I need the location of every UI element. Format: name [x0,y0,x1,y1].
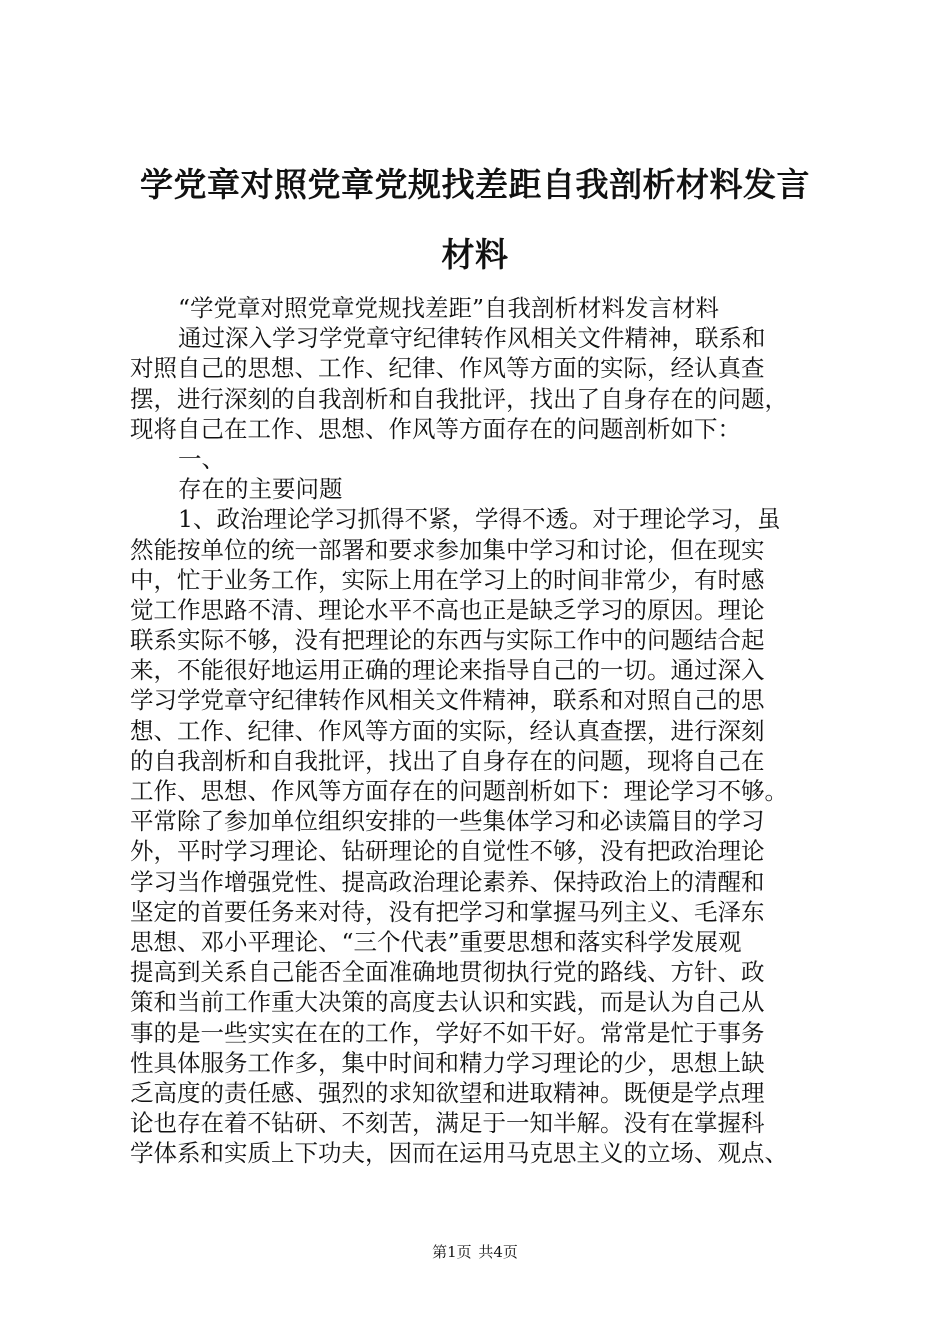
paragraph-line: 觉工作思路不清、理论水平不高也正是缺乏学习的原因。理论 [130,595,765,624]
paragraph-line: 1、政治理论学习抓得不紧，学得不透。对于理论学习，虽 [178,505,781,534]
paragraph-line: 乏高度的责任感、强烈的求知欲望和进取精神。既便是学点理 [130,1078,765,1107]
paragraph-line: 论也存在着不钻研、不刻苦，满足于一知半解。没有在掌握科 [130,1109,765,1138]
paragraph-line: 思想、邓小平理论、“三个代表”重要思想和落实科学发展观 [130,927,742,956]
paragraph-line: 学体系和实质上下功夫，因而在运用马克思主义的立场、观点、 [130,1139,788,1168]
subtitle-line: “学党章对照党章党规找差距”自我剖析材料发言材料 [178,294,720,322]
paragraph-line: 想、工作、纪律、作风等方面的实际，经认真查摆，进行深刻 [130,716,765,745]
title-line-2: 材料 [441,235,509,274]
title-line-1: 学党章对照党章党规找差距自我剖析材料发言 [140,165,810,204]
paragraph-line: 联系实际不够，没有把理论的东西与实际工作中的问题结合起 [130,626,765,655]
paragraph-line: 坚定的首要任务来对待，没有把学习和掌握马列主义、毛泽东 [130,897,765,926]
paragraph-line: 来，不能很好地运用正确的理论来指导自己的一切。通过深入 [130,656,765,685]
paragraph-line: 对照自己的思想、工作、纪律、作风等方面的实际，经认真查 [130,354,765,383]
page-footer [0,1242,950,1262]
section-heading: 存在的主要问题 [178,475,343,504]
paragraph-line: 提高到关系自己能否全面准确地贯彻执行党的路线、方针、政 [130,958,765,987]
paragraph-line: 性具体服务工作多，集中时间和精力学习理论的少，思想上缺 [130,1048,765,1077]
document-title [110,150,840,290]
paragraph-line: 外，平时学习理论、钻研理论的自觉性不够，没有把政治理论 [130,837,765,866]
document-body [130,293,830,1168]
paragraph-line: 平常除了参加单位组织安排的一些集体学习和必读篇目的学习 [130,807,765,836]
paragraph-line: 学习学党章守纪律转作风相关文件精神，联系和对照自己的思 [130,686,765,715]
paragraph-line: 现将自己在工作、思想、作风等方面存在的问题剖析如下： [130,414,741,443]
paragraph-line: 通过深入学习学党章守纪律转作风相关文件精神，联系和 [178,324,766,353]
page-number: 第1页 [432,1243,472,1261]
paragraph-line: 工作、思想、作风等方面存在的问题剖析如下：理论学习不够。 [130,777,788,805]
page-total: 共4页 [478,1243,518,1261]
paragraph-line: 然能按单位的统一部署和要求参加集中学习和讨论，但在现实 [130,535,765,564]
paragraph-line: 学习当作增强党性、提高政治理论素养、保持政治上的清醒和 [130,867,765,896]
paragraph-line: 中，忙于业务工作，实际上用在学习上的时间非常少，有时感 [130,565,765,594]
paragraph-line: 的自我剖析和自我批评，找出了自身存在的问题，现将自己在 [130,746,765,775]
paragraph-line: 策和当前工作重大决策的高度去认识和实践，而是认为自己从 [130,988,765,1017]
section-number: 一、 [178,444,225,473]
paragraph-line: 事的是一些实实在在的工作，学好不如干好。常常是忙于事务 [130,1018,765,1047]
paragraph-line: 摆，进行深刻的自我剖析和自我批评，找出了自身存在的问题， [130,384,788,413]
